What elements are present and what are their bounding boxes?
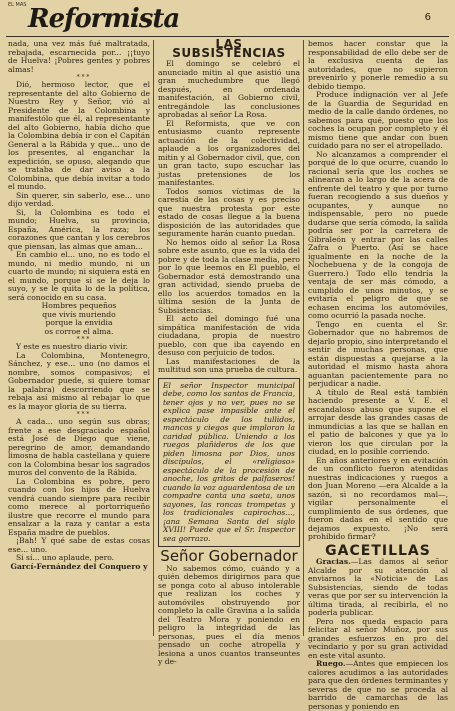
column-1	[8, 40, 150, 571]
boxed-note: El señor Inspector municipal debe, como los santos de Francia, tener ojos y no ver, pues no se explica pase impasible ante el espectáculo de los tullidos, mancos y ciegos que imploran la caridad pública. Uniendo a los ruegos plañideros de los que piden limosna por Dios, unos discípulos, el «religioso» espectáculo de la procesión de anoche, los gritos de palfaseros! cuando la voz aguardentosa de un compadre canta una saeta, unos sayones, las roncas trompetas y los tradicionales capirochos..., ¡ana Semana Santa del siglo XVIII! Puede que el Sr. Inspector sea gorrazo.	[158, 378, 300, 548]
signature: Garcí-Fernández del Conquero y	[10, 561, 148, 571]
paragraph: Sin querer, sin saberlo, ese... uno dijo verdad.	[8, 190, 150, 208]
column-3	[308, 40, 448, 711]
verse-line: porque la envidia	[45, 318, 113, 327]
gacetilla-text: —Antes que empiecen los calores acudimos a las autoridades para que den órdenes terminantes y severas de que no se proceda al barrido de camarchas de las personas y poniendo en	[308, 659, 448, 711]
masthead	[8, 2, 178, 38]
gacetilla-item	[308, 558, 448, 618]
separator-stars: * * *	[76, 336, 90, 343]
paragraph: A título de Real está también haciendo presente a V. E. el escandaloso abuso que supone el arrojar desde las grandes casas de inmundicias a las que se hallan en el patio de balcones y que ya lo vieron los que circulan por la ciudad, en lo posible corriendo.	[308, 387, 448, 456]
separator-stars: * * *	[76, 411, 90, 418]
column-divider	[153, 40, 154, 636]
paragraph: Tengo en cuenta el Sr. Gobernador que no habremos de dejarlo propio, sino interpretando el sentir de muchas personas, que están dispuestas a quejarse a la autoridad el mismo hasta ahora aguantan pacientemente para no perjudicar a nadie.	[308, 319, 448, 388]
paragraph: En años anteriores y en evitación de un conflicto fueron atendidas nuestras indicaciones y ruegos a don Juan Moreno —era Alcalde a la sazón, si no recordamos mal—, vigilar personalmente el cumplimiento de sus órdenes, que fueron dadas en el sentido que dejamos expuesto. ¡No será prohibido firmar?	[308, 455, 448, 541]
gacetilla-item	[308, 660, 448, 711]
verse-line: Hombres pequeños	[41, 301, 117, 310]
paragraph: A cada... uno según sus obras; frente a ese desgraciado español está José de Diego que viene, peregrino de amor, demandando limosna de habla castellana y quiere con la Colombina besar los sagrados muros del convento de la Rábida.	[8, 417, 150, 477]
section-heading: LAS SUBSISTENCIAS	[172, 37, 286, 60]
paragraph: Si sí... uno aplaude, pero.	[16, 553, 115, 562]
gacetilla-lead: Gracias.	[316, 557, 351, 566]
section-heading: GACETILLAS	[325, 542, 431, 559]
paragraph: Y este es nuestro diario vivir.	[16, 342, 128, 351]
paragraph: Dió, hermoso lector, que el representante del alto Gobierno de Nuestro Rey y Señor, vió al Presidente de la Colombina y manifestólo que él, al representante del alto Gobierno, había dicho que la Colombina debía ir con el Capitán General a la Rábida y que... uno de los presentes, al enganchar la expedición, se opuso, alegando que se trataba de dar aviso a la Colombina, que debía invitar a todo el mundo.	[8, 80, 150, 191]
paragraph: No sabemos cómo, cuándo y a quién debemos dirigirnos para que se ponga coto al abuso intolerable que realizan los coches y automóviles obstruyendo por completo la calle Gravina a la salida del Teatro Mora y poniendo en peligro la integridad de las personas, pues el día menos pensado un coche atropella y lesiona a unos cuantos transeuntes y de-	[158, 563, 300, 666]
paragraph: Si, la Colombina es todo el mundo; Huelva, su provincia, España, América, la raza; los corazones que cantan y los cerebros que piensan, las almas que aman...	[8, 207, 150, 251]
paragraph: bemos hacer constar que la responsabilidad de ello debe ser de la exclusiva cuenta de las autoridades, que no supieron prevenirlo y ponerle remedio a su debido tiempo.	[308, 39, 448, 91]
paragraph: El Reformista, que ve con entusiasmo cuanto represente actuación de la colectividad, aplaude a los organizadores del mitin y al Gobernador civil, que, con un gran tacto, supo escuchar las justas pretensiones de los manifestantes.	[158, 118, 300, 187]
column-divider	[303, 40, 304, 636]
masthead-small-text: EL MAS	[8, 2, 27, 8]
paragraph: El domingo se celebró el anunciado mitin al que asistió una gran muchedumbre que llegó después, en ordenada manifestación, al Gobierno civil, entregándole las conclusiones aprobadas al señor La Rosa.	[158, 59, 300, 119]
section-heading: Señor Gobernador	[160, 547, 298, 565]
paragraph: Las manifestaciones de la multitud son una prueba de cultura.	[158, 356, 300, 374]
paragraph: Todos somos víctimas de la carestía de las cosas y es preciso que nuestra protesta por este estado de cosas llegue a la buena disposición de las autoridades que seguramente harán cuanto puedan.	[158, 186, 300, 238]
paragraph: ¡Bah! Y qué sabe de estas cosas ese... uno.	[8, 536, 150, 554]
page-number: 6	[424, 12, 431, 23]
paragraph: nada, una vez más fué maltratada, rebajada, escarnecida por... ¡¡tuyo de Huelva! ¡Pobres gentes y pobres almas!	[8, 39, 150, 74]
verse-line: os corroe el alma.	[44, 326, 114, 336]
paragraph: No alcanzamos a comprender el porqué de lo que ocurre, cuando lo racional sería que los coches se alinearan a lo largo de la acera de enfrente del teatro y que por turno fueran recogiendo a sus dueños y ocupantes, y aunque no indispensable, pero no puede dudarse que sería cómodo, la salida podría ser por la carretera de Gibraleón y entrar por las calles Zafra o Puerto. (Así se hace igualmente en la noche de la Nochebuena y de la congoja de Guerrero.) Todo ello tendría la ventaja de ser más cómodo, a cumplido de unos minutos, y se evitaría el peligro de que se echasen encima los automóviles, como ocurrió la pasada noche.	[308, 149, 448, 320]
paragraph: El acto del domingo fué una simpática manifestación de vida ciudadana, propia de nuestro pueblo, con que iba cayendo en desuso con perjuicio de todos.	[158, 314, 300, 357]
paragraph: La Colombina, Montenegro, Sánchez, y ese... uno (no damos el nombre, somos compasivos; el Gobernador puede, si quiere tomar la palabra) descorriendo que se rebaja así mismo al rebajar lo que es la mayor gloria de su tierra.	[8, 350, 150, 411]
paragraph: En cambio el... uno, no es todo el mundo, ni medio mundo, ni un cuarto de mundo; ni siquiera está en el mundo, porque si se le deja lo suyo, y se le quita lo de la política, será conocido en su casa.	[8, 250, 150, 302]
verse-line: que vivís muriendo	[42, 309, 116, 319]
gacetilla-lead: Ruego.	[316, 659, 346, 668]
paragraph: Produce indignación ver al Jefe de la Guardia de Seguridad en medio de la calle dando órdenes, no sabemos para qué, puesto que los coches la ocupan por completo y él mismo tiene que andar con buen cuidado para no ser el atropellado.	[308, 90, 448, 150]
masthead-title: Reformista	[28, 4, 180, 34]
separator-stars: * * *	[76, 74, 90, 81]
column-2	[158, 37, 300, 667]
paragraph: Pero nos queda espacio para felicitar al señor Muñoz, por sus grandes esfuerzos en pro del vecindario y por su gran actividad en este vital asunto.	[308, 616, 448, 660]
paragraph: La Colombina es pobre, pero cuando con los hijos de Huelva vendrá cuando siempre para recibir como merece al portorriqueño ilustre que recorre el mundo para ensalzar a la raza y cantar a esta España madre de pueblos.	[8, 476, 150, 537]
gacetilla-text: —Las damos al señor Alcalde por su atención al enviarnos la «Noticia» de Las Subsistencias, siendo de todas veras que por ser su intervención la última tirada, al recibirla, el no poderla publicar.	[308, 557, 448, 617]
paragraph: No hemos oído al señor La Rosa sobre este asunto, que es la vida del pobre y de toda la clase media, pero por lo que leemos en El pueblo, el Gobernador está demostrando una gran actividad, siendo prueba de ello los acuerdos tomados en la última sesión de la Junta de Subsistencias.	[158, 237, 300, 315]
